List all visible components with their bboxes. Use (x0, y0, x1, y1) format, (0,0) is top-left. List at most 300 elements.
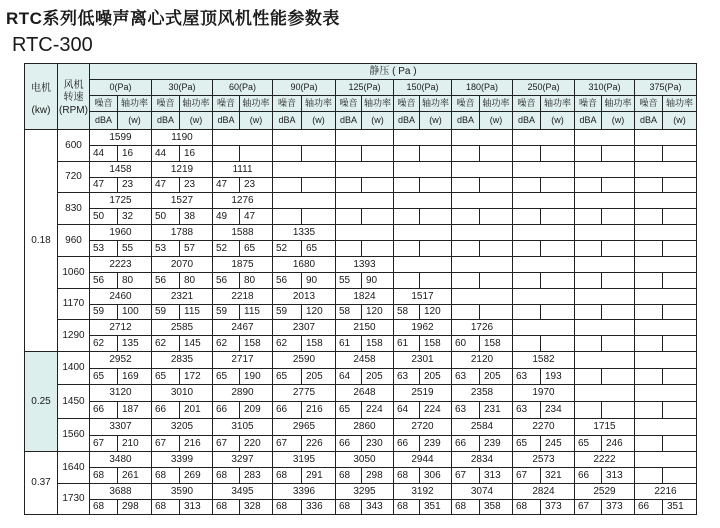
noise-value-cell-text: 67 (276, 437, 288, 449)
airflow-cell (393, 129, 452, 146)
model-label: RTC-300 (12, 34, 93, 56)
pressure-col-header (212, 79, 273, 96)
power-value-cell (361, 368, 394, 385)
airflow-cell (151, 288, 213, 305)
power-subheader (662, 95, 697, 112)
noise-value-cell (212, 401, 240, 419)
noise-subheader-text: 噪音 (456, 98, 475, 108)
noise-value-cell-text: 66 (455, 437, 467, 449)
airflow-cell (634, 192, 697, 209)
airflow-cell-text: 1962 (411, 321, 434, 333)
noise-value-cell-text: 52 (276, 242, 288, 254)
power-value-cell-text: 47 (244, 210, 256, 222)
noise-value-cell (451, 401, 480, 419)
rpm-cell (57, 224, 90, 257)
noise-subheader (634, 95, 663, 112)
motor-header-text: (kw) (31, 104, 51, 116)
airflow-cell (512, 256, 575, 273)
noise-value-cell (393, 240, 420, 257)
power-unit-text: (w) (489, 115, 503, 125)
power-value-cell-text: 231 (484, 404, 501, 415)
noise-value-cell (574, 335, 602, 352)
noise-value-cell (574, 208, 602, 225)
power-value-cell (601, 335, 635, 352)
airflow-cell-text: 1726 (470, 321, 494, 333)
power-value-cell (361, 435, 394, 452)
power-value-cell (540, 177, 575, 193)
noise-subheader (212, 95, 240, 112)
noise-value-cell (393, 145, 420, 162)
noise-value-cell (212, 304, 240, 320)
power-value-cell (117, 304, 152, 320)
airflow-cell (212, 161, 273, 178)
noise-value-cell (272, 145, 302, 162)
pressure-col-header (451, 79, 513, 96)
power-subheader (239, 95, 273, 112)
airflow-cell (151, 256, 213, 273)
noise-subheader (272, 95, 302, 112)
airflow-cell-text: 2358 (470, 387, 494, 398)
power-unit (540, 111, 575, 130)
power-value-cell (117, 240, 152, 257)
noise-value-cell (574, 467, 602, 484)
power-value-cell-text: 216 (306, 404, 323, 415)
noise-unit (393, 111, 420, 130)
power-value-cell (179, 401, 213, 419)
noise-subheader-text: 噪音 (277, 98, 296, 108)
airflow-cell (212, 418, 273, 436)
power-value-cell (662, 368, 697, 385)
noise-value-cell (272, 177, 302, 193)
power-value-cell (301, 240, 336, 257)
power-value-cell-text: 172 (184, 370, 201, 382)
noise-value-cell (151, 145, 180, 162)
power-value-cell (479, 240, 513, 257)
airflow-cell-text: 2573 (532, 453, 555, 465)
power-value-cell (540, 208, 575, 225)
noise-value-cell-text: 59 (276, 306, 288, 317)
airflow-cell (151, 483, 213, 500)
noise-value-cell-text: 56 (93, 274, 105, 286)
power-value-cell (662, 304, 697, 320)
airflow-cell (393, 418, 452, 436)
power-value-cell-text: 158 (484, 337, 501, 349)
power-value-cell (479, 177, 513, 193)
noise-subheader-text: 噪音 (94, 98, 113, 108)
airflow-cell (512, 384, 575, 402)
power-value-cell (662, 145, 697, 162)
power-value-cell-text: 158 (424, 337, 441, 349)
airflow-cell (335, 418, 394, 436)
power-subheader (117, 95, 152, 112)
power-value-cell (179, 272, 213, 289)
noise-subheader-text: 噪音 (397, 98, 416, 108)
power-value-cell (479, 499, 513, 515)
airflow-cell (151, 192, 213, 209)
power-subheader-text: 轴功率 (665, 98, 693, 108)
noise-value-cell (393, 401, 420, 419)
pressure-col-header (574, 79, 635, 96)
noise-value-cell-text: 68 (276, 469, 288, 481)
power-value-cell (662, 240, 697, 257)
noise-unit (634, 111, 663, 130)
power-value-cell (419, 401, 452, 419)
rpm-cell (57, 256, 90, 289)
power-value-cell (419, 368, 452, 385)
noise-value-cell (451, 240, 480, 257)
noise-unit-text: dBA (156, 115, 174, 125)
power-value-cell (361, 177, 394, 193)
noise-subheader (512, 95, 541, 112)
power-value-cell (301, 401, 336, 419)
noise-value-cell-text: 65 (578, 437, 590, 449)
airflow-cell-text: 1335 (292, 226, 316, 238)
noise-value-cell-text: 62 (155, 337, 167, 349)
power-value-cell (540, 304, 575, 320)
noise-value-cell (512, 145, 541, 162)
rpm-cell-text: 1400 (62, 362, 85, 373)
noise-value-cell (634, 208, 663, 225)
airflow-cell-text: 3590 (170, 485, 194, 497)
power-subheader-text: 轴功率 (182, 98, 210, 108)
noise-value-cell-text: 58 (339, 306, 351, 317)
airflow-cell (393, 384, 452, 402)
power-value-cell-text: 358 (484, 501, 501, 512)
airflow-cell-text: 1276 (231, 194, 254, 206)
power-value-cell-text: 205 (424, 370, 441, 382)
noise-value-cell (451, 368, 480, 385)
motor-power-cell-text: 0.18 (31, 234, 51, 246)
noise-value-cell-text: 62 (216, 337, 228, 349)
noise-value-cell (212, 435, 240, 452)
noise-value-cell-text: 64 (397, 404, 409, 415)
noise-value-cell (512, 304, 541, 320)
airflow-cell (451, 129, 513, 146)
power-value-cell (117, 467, 152, 484)
power-value-cell-text: 351 (667, 501, 684, 512)
noise-unit (512, 111, 541, 130)
airflow-cell (574, 384, 635, 402)
noise-value-cell-text: 68 (155, 501, 167, 512)
noise-value-cell (272, 435, 302, 452)
power-value-cell (361, 240, 394, 257)
airflow-cell-text: 2519 (411, 387, 434, 398)
noise-value-cell (451, 304, 480, 320)
airflow-cell-text: 2301 (411, 354, 434, 365)
noise-value-cell-text: 68 (516, 501, 528, 512)
power-value-cell-text: 239 (424, 437, 441, 449)
power-value-cell-text: 205 (484, 370, 501, 382)
power-value-cell (601, 499, 635, 515)
power-value-cell-text: 224 (366, 404, 383, 415)
power-value-cell (301, 304, 336, 320)
power-value-cell-text: 313 (184, 501, 201, 512)
noise-value-cell (393, 208, 420, 225)
power-value-cell (540, 145, 575, 162)
noise-value-cell-text: 67 (455, 469, 467, 481)
airflow-cell (335, 288, 394, 305)
noise-value-cell-text: 60 (455, 337, 467, 349)
power-value-cell (479, 304, 513, 320)
power-unit-text: (w) (312, 115, 325, 125)
noise-value-cell (151, 401, 180, 419)
pressure-col-header (634, 79, 697, 96)
noise-value-cell (634, 240, 663, 257)
noise-value-cell-text: 68 (397, 469, 409, 481)
rpm-cell-text: 600 (65, 139, 82, 151)
airflow-cell (151, 224, 213, 241)
airflow-cell-text: 2222 (593, 453, 616, 465)
power-value-cell (419, 177, 452, 193)
airflow-cell (512, 192, 575, 209)
airflow-cell (451, 288, 513, 305)
airflow-cell (151, 351, 213, 369)
static-pressure-header-text: 静压 ( Pa ) (369, 65, 417, 77)
airflow-cell (89, 129, 152, 146)
power-value-cell (301, 177, 336, 193)
noise-value-cell-text: 59 (93, 306, 105, 317)
power-value-cell-text: 283 (244, 469, 261, 481)
airflow-cell (335, 319, 394, 336)
airflow-cell (335, 384, 394, 402)
fan-speed-header (57, 63, 90, 130)
airflow-cell (393, 483, 452, 500)
noise-value-cell-text: 52 (216, 242, 228, 254)
airflow-cell-text: 1517 (411, 290, 434, 302)
airflow-cell-text: 2584 (470, 421, 494, 432)
fan-speed-header-text: 风机 (63, 80, 84, 91)
power-value-cell (361, 335, 394, 352)
noise-value-cell (335, 177, 362, 193)
power-subheader (601, 95, 635, 112)
airflow-cell-text: 3105 (231, 421, 254, 432)
noise-value-cell (89, 177, 118, 193)
noise-value-cell (512, 467, 541, 484)
airflow-cell (272, 451, 336, 468)
airflow-cell (512, 351, 575, 369)
airflow-cell (212, 192, 273, 209)
power-value-cell (179, 304, 213, 320)
airflow-cell-text: 2834 (470, 453, 494, 465)
noise-value-cell (393, 335, 420, 352)
airflow-cell-text: 2890 (231, 387, 254, 398)
airflow-cell-text: 1111 (232, 163, 253, 175)
power-value-cell (239, 240, 273, 257)
noise-value-cell-text: 68 (93, 469, 105, 481)
power-value-cell-text: 158 (244, 337, 261, 349)
rpm-cell (57, 129, 90, 162)
power-value-cell (301, 499, 336, 515)
power-subheader-text: 轴功率 (604, 98, 632, 108)
noise-value-cell-text: 63 (455, 370, 467, 382)
airflow-cell (272, 161, 336, 178)
airflow-cell (89, 288, 152, 305)
noise-value-cell-text: 56 (276, 274, 288, 286)
fan-speed-header-text: (RPM) (59, 105, 88, 116)
power-value-cell-text: 187 (122, 404, 139, 415)
page-title: RTC系列低噪声离心式屋顶风机性能参数表 (6, 9, 340, 28)
noise-value-cell-text: 56 (155, 274, 167, 286)
power-value-cell (301, 208, 336, 225)
power-value-cell (419, 240, 452, 257)
rpm-cell-text: 830 (65, 202, 82, 214)
noise-subheader (151, 95, 180, 112)
noise-subheader (393, 95, 420, 112)
power-value-cell-text: 373 (545, 501, 562, 512)
noise-value-cell (634, 499, 663, 515)
power-value-cell-text: 38 (184, 210, 196, 222)
airflow-cell-text: 3192 (411, 485, 434, 497)
noise-value-cell (212, 335, 240, 352)
power-value-cell (540, 240, 575, 257)
power-unit (301, 111, 336, 130)
power-value-cell (117, 435, 152, 452)
noise-value-cell-text: 66 (216, 404, 228, 415)
noise-value-cell (393, 435, 420, 452)
airflow-cell (451, 483, 513, 500)
airflow-cell (512, 451, 575, 468)
noise-value-cell (512, 208, 541, 225)
power-value-cell-text: 158 (306, 337, 323, 349)
noise-value-cell (335, 304, 362, 320)
airflow-cell (151, 129, 213, 146)
airflow-cell-text: 2590 (292, 354, 316, 365)
noise-unit-text: dBA (639, 115, 657, 125)
power-value-cell (479, 401, 513, 419)
airflow-cell (634, 224, 697, 241)
rpm-cell (57, 161, 90, 193)
noise-value-cell (512, 401, 541, 419)
power-value-cell (239, 401, 273, 419)
airflow-cell-text: 1875 (231, 258, 254, 270)
rpm-cell-text: 1060 (62, 266, 85, 278)
power-value-cell-text: 115 (184, 306, 200, 317)
noise-value-cell-text: 65 (93, 370, 105, 382)
airflow-cell (212, 288, 273, 305)
noise-value-cell-text: 66 (638, 501, 650, 512)
noise-value-cell (151, 368, 180, 385)
noise-unit-text: dBA (278, 115, 296, 125)
power-value-cell (179, 499, 213, 515)
power-value-cell (540, 401, 575, 419)
airflow-cell (574, 129, 635, 146)
noise-value-cell-text: 68 (216, 501, 228, 512)
noise-value-cell (512, 435, 541, 452)
airflow-cell-text: 3120 (109, 387, 132, 398)
airflow-cell (272, 418, 336, 436)
noise-value-cell (89, 240, 118, 257)
noise-value-cell (512, 177, 541, 193)
airflow-cell (574, 256, 635, 273)
airflow-cell (634, 319, 697, 336)
airflow-cell-text: 2150 (353, 321, 376, 333)
power-value-cell (419, 335, 452, 352)
noise-value-cell (212, 499, 240, 515)
airflow-cell-text: 1527 (170, 194, 194, 206)
power-value-cell (540, 368, 575, 385)
airflow-cell-text: 2648 (353, 387, 376, 398)
airflow-cell (574, 319, 635, 336)
airflow-cell (574, 451, 635, 468)
power-unit (239, 111, 273, 130)
noise-subheader (574, 95, 602, 112)
noise-value-cell (89, 272, 118, 289)
noise-value-cell (335, 335, 362, 352)
noise-value-cell (393, 272, 420, 289)
airflow-cell (272, 192, 336, 209)
noise-value-cell (634, 145, 663, 162)
motor-power-cell-text: 0.37 (31, 477, 51, 488)
rpm-cell (57, 288, 90, 320)
airflow-cell-text: 2467 (231, 321, 254, 333)
airflow-cell-text: 1393 (353, 258, 376, 270)
airflow-cell (89, 256, 152, 273)
airflow-cell-text: 2529 (593, 485, 616, 497)
airflow-cell (212, 129, 273, 146)
noise-value-cell-text: 64 (339, 370, 351, 382)
power-value-cell-text: 169 (122, 370, 139, 382)
noise-unit-text: dBA (456, 115, 474, 125)
noise-value-cell-text: 66 (155, 404, 167, 415)
power-value-cell-text: 90 (306, 274, 318, 286)
airflow-cell (634, 288, 697, 305)
airflow-cell-text: 1960 (109, 226, 132, 238)
noise-value-cell (89, 368, 118, 385)
power-value-cell-text: 239 (484, 437, 501, 449)
pressure-col-header-text: 0(Pa) (109, 82, 132, 92)
power-value-cell-text: 205 (366, 370, 383, 382)
power-value-cell (301, 272, 336, 289)
airflow-cell (393, 451, 452, 468)
power-unit-text: (w) (551, 115, 564, 125)
power-value-cell-text: 234 (545, 404, 562, 415)
noise-unit (272, 111, 302, 130)
rpm-cell-text: 1290 (62, 329, 85, 341)
noise-value-cell-text: 62 (93, 337, 105, 349)
airflow-cell (212, 483, 273, 500)
airflow-cell (512, 319, 575, 336)
rpm-cell-text: 960 (65, 234, 82, 246)
airflow-cell-text: 2218 (231, 290, 254, 302)
power-unit-text: (w) (249, 115, 263, 125)
airflow-cell (272, 288, 336, 305)
power-value-cell (361, 304, 394, 320)
noise-value-cell (393, 304, 420, 320)
noise-value-cell (89, 304, 118, 320)
noise-value-cell (212, 272, 240, 289)
airflow-cell-text: 2860 (353, 421, 376, 432)
pressure-col-header-text: 150(Pa) (406, 82, 439, 92)
noise-subheader-text: 噪音 (578, 98, 597, 108)
rpm-cell (57, 319, 90, 352)
power-value-cell (239, 272, 273, 289)
noise-value-cell-text: 65 (516, 437, 528, 449)
power-subheader (301, 95, 336, 112)
power-value-cell-text: 16 (122, 147, 134, 159)
noise-value-cell-text: 55 (339, 274, 351, 286)
airflow-cell (335, 256, 394, 273)
noise-value-cell-text: 66 (578, 469, 590, 481)
noise-value-cell (634, 401, 663, 419)
airflow-cell-text: 1588 (231, 226, 254, 238)
noise-value-cell (574, 272, 602, 289)
noise-value-cell-text: 68 (339, 469, 351, 481)
pressure-col-header-text: 60(Pa) (228, 82, 256, 92)
airflow-cell (451, 351, 513, 369)
noise-value-cell (634, 272, 663, 289)
airflow-cell (512, 224, 575, 241)
power-value-cell-text: 80 (244, 274, 256, 286)
